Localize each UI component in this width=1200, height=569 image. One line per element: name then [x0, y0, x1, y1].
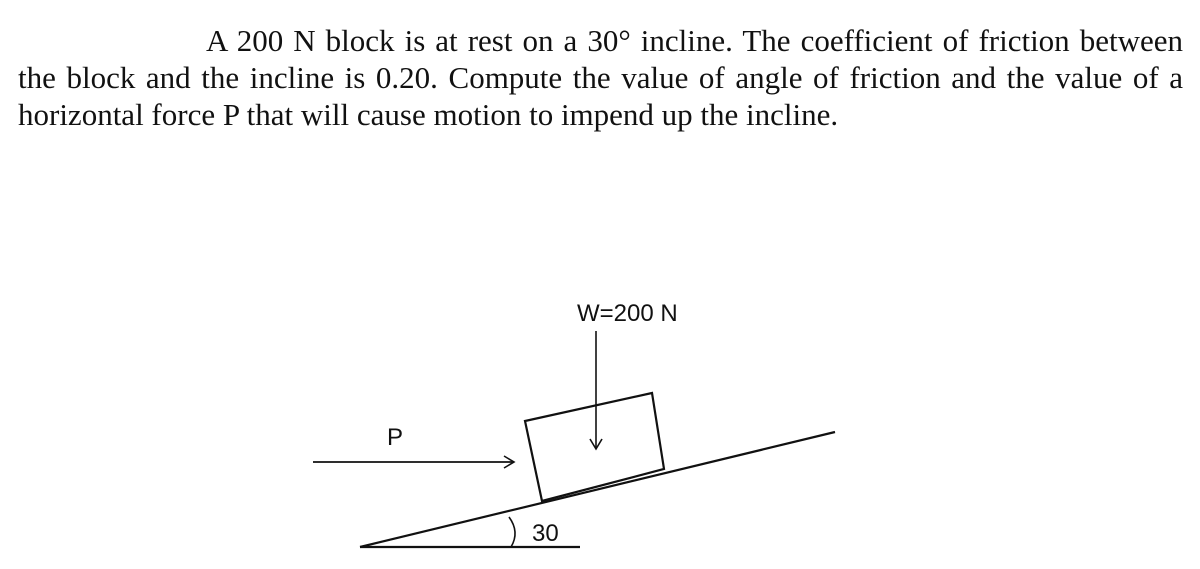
problem-statement: A 200 N block is at rest on a 30° incline. The coefficient of friction between the block and the incline is 0.20. Compute the value of angle of friction and the value of a horizontal force P that will cause motion to impend up the incline.: [18, 23, 1183, 132]
angle-label: 30: [532, 520, 559, 547]
force-p-label: P: [387, 424, 404, 451]
block: [525, 393, 664, 501]
weight-label: W=200 N: [577, 300, 678, 327]
angle-arc: [509, 517, 515, 547]
